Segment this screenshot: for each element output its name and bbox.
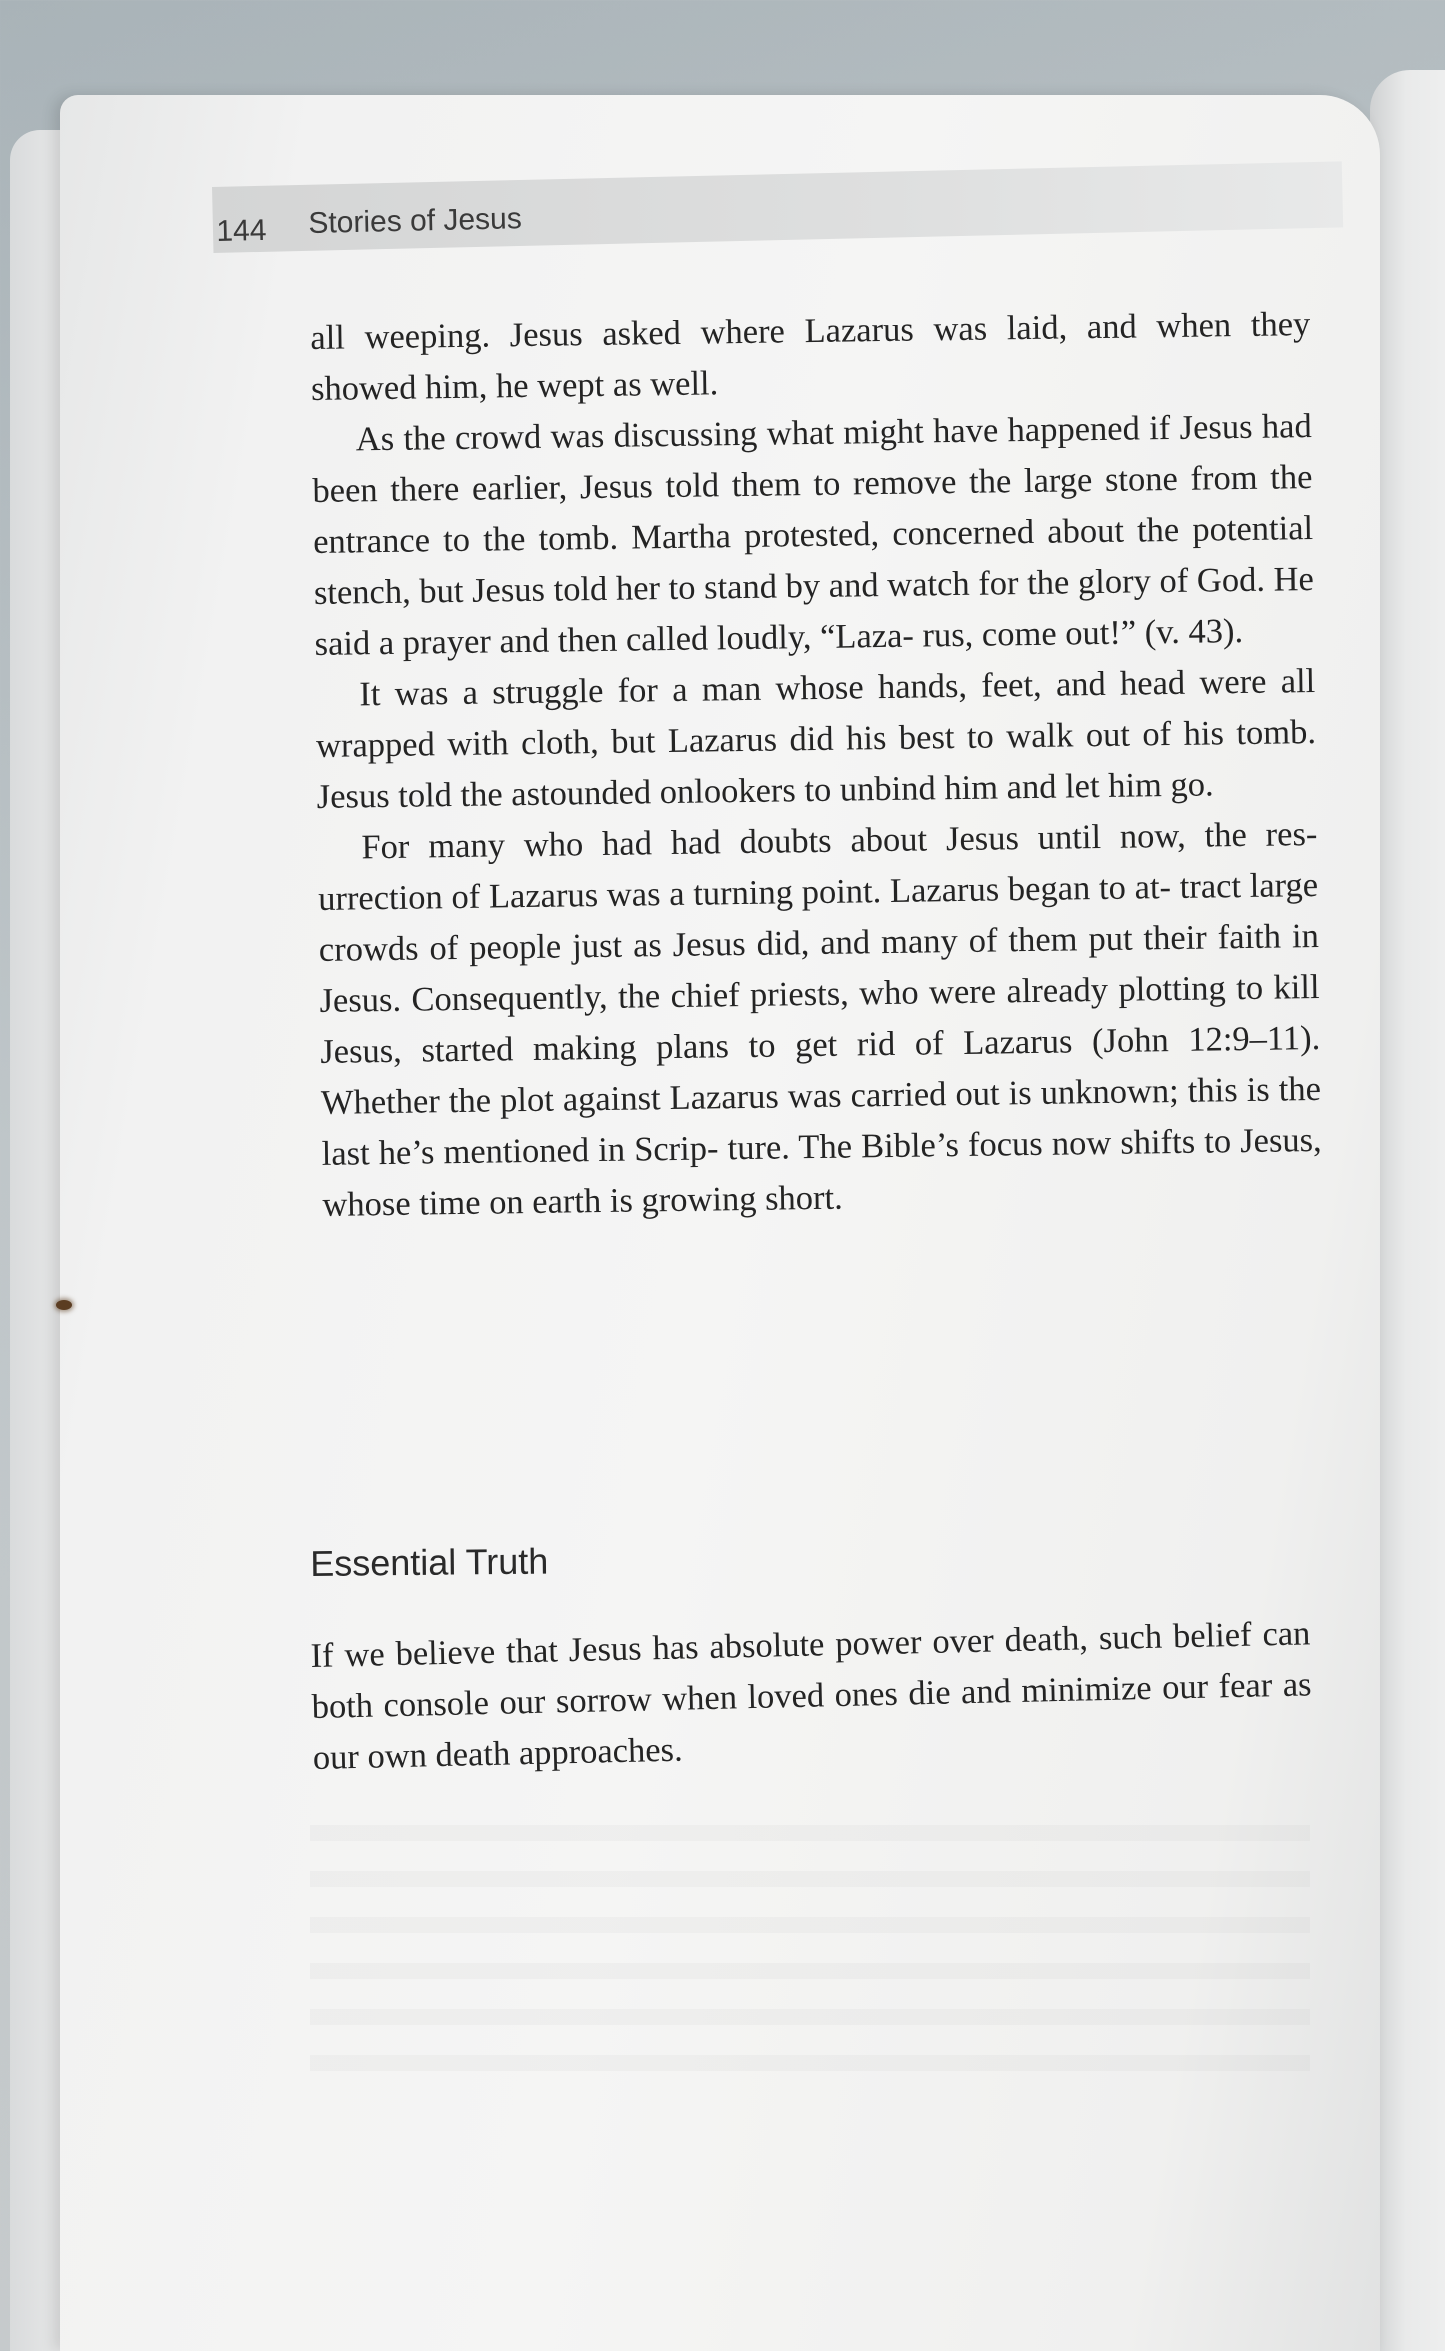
essential-truth-text: If we believe that Jesus has absolute power over death, such belief can both console our sorrow when loved ones die and minimize our fear as our own death approaches. [310, 1614, 1312, 1777]
essential-truth-heading: Essential Truth [310, 1540, 549, 1584]
paragraph-1: all weeping. Jesus asked where Lazarus was laid, and when they showed him, he wept as well. [310, 305, 1311, 408]
paper-speck [56, 1300, 72, 1310]
adjacent-page [1370, 70, 1445, 2351]
page-number: 144 [216, 213, 267, 248]
paragraph-3: It was a struggle for a man whose hands, feet, and head were all wrapped with cloth, but Lazarus did his best to walk out of his tomb. Jesus told the astounded onlookers to unbind him and let him go. [315, 662, 1317, 816]
show-through-texture [310, 1795, 1310, 2095]
running-head: Stories of Jesus [308, 202, 523, 240]
paragraph-4: For many who had had doubts about Jesus until now, the res- urrection of Lazarus was a turning point. Lazarus began to at- tract large crowds of people just as Jesus did, and many of them put their faith in Jesus. Consequently, the chief priests, who were already plotting to kill Jesus, started making plans to get rid of Lazarus (John 12:9–11). Whether the plot against Lazarus was carried out is unknown; this is the last he’s mentioned in Scrip- ture. The Bible’s focus now shifts to Jesus, whose time on earth is growing short. [317, 814, 1322, 1224]
paragraph-2: As the crowd was discussing what might have happened if Jesus had been there earlier, Jesus told them to remove the large stone from the entrance to the tomb. Martha protested, concerned about the potential stench, but Jesus told her to stand by and watch for the glory of God. He said a prayer and then called loudly, “Laza- rus, come out!” (v. 43). [312, 407, 1315, 663]
book-page [60, 95, 1380, 2351]
body-text [310, 299, 1323, 1231]
